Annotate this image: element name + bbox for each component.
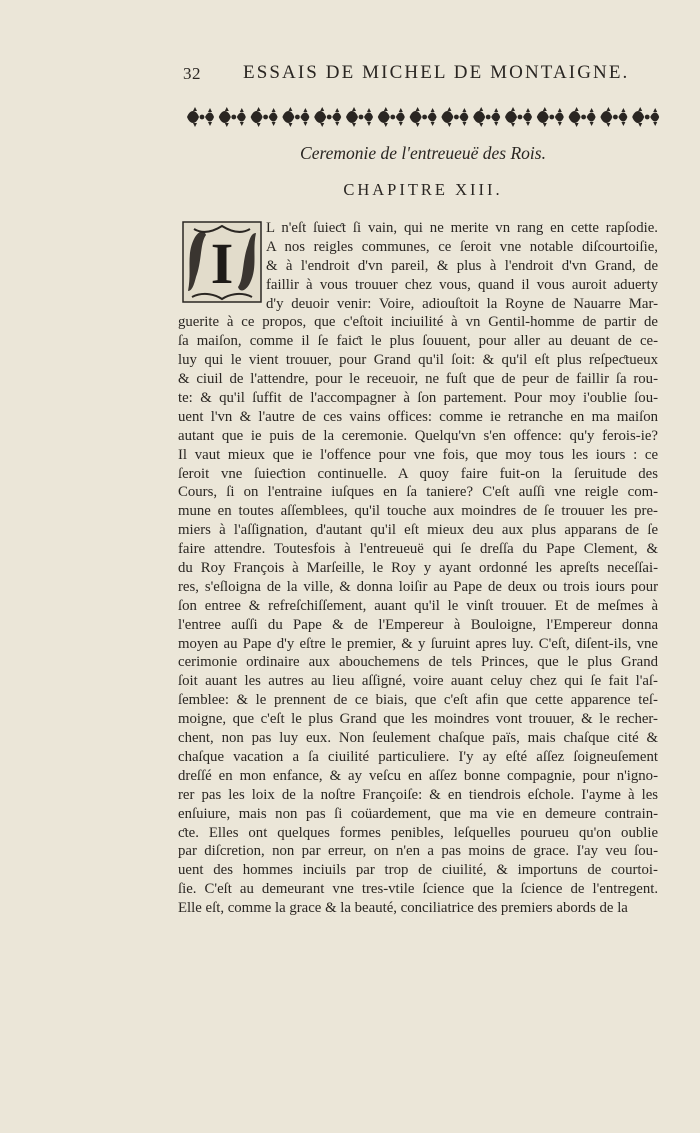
text-line: Il vaut mieux que ie l'offence pour vne fois, que moy tous les iours : ce — [178, 446, 658, 463]
fleuron-icon — [346, 107, 373, 127]
text-line: L n'eſt ſuieƈt ſi vain, qui ne merite vn rang en cette rapſodie. — [266, 220, 658, 236]
text-line: moyen au Pape d'y eſtre le premier, & y ſuruint apres luy. C'eſt, diſent-ils, vne — [178, 635, 658, 652]
fleuron-icon — [314, 107, 341, 127]
text-line: dreſſé en mon enfance, & ay veſcu en aſſez bonne compagnie, pour n'igno- — [178, 767, 658, 784]
running-head: ESSAIS DE MICHEL DE MONTAIGNE. — [243, 62, 630, 83]
text-line: cerimonie ordinaire aux abouchemens de tels Princes, que le plus Grand — [178, 654, 658, 671]
text-line: miers à l'aſſignation, d'autant qu'il eſt mieux deu aux plus apparans de ſe — [178, 522, 658, 539]
text-line: & à l'endroit d'vn pareil, & plus à l'endroit d'vn Grand, de — [266, 257, 658, 274]
text-line: A nos reigles communes, ce ſeroit vne notable diſcourtoiſie, — [266, 238, 658, 255]
text-line: & ciuil de l'attendre, pour le receuoir, ne fuſt que de peur de faillir ſa rou- — [178, 371, 658, 388]
text-line: rer pas les loix de la noſtre Françoiſe: & en tiendrois eſchole. I'ayme à les — [178, 786, 658, 803]
fleuron-icon — [441, 107, 468, 127]
text-line: par diſcretion, non par erreur, on n'en a pas moins de grace. I'ay veu ſou- — [178, 843, 658, 860]
text-line: Elle eſt, comme la grace & la beauté, conciliatrice des premiers abords de la — [178, 900, 628, 917]
text-line: ſemblee: & le prennent de ce biais, que c'eſt afin que cette apparence teſ- — [178, 692, 658, 709]
page-number: 32 — [183, 64, 201, 83]
page-header — [183, 62, 663, 84]
essay-body-text — [178, 219, 658, 918]
text-line: ſeroit vne ſuieƈtion continuelle. A quoy faire fuit-on la ſeruitude des — [178, 465, 658, 482]
fleuron-icon — [569, 107, 596, 127]
fleuron-icon — [251, 107, 278, 127]
chapter-number: CHAPITRE XIII. — [343, 180, 503, 199]
text-line: faire attendre. Toutesfois à l'entreueuë qui ſe dreſſa du Pape Clement, & — [178, 541, 658, 558]
text-line: chaſque vacation a ſa ciuilité particuliere. I'y ay eſté aſſez ſoigneuſement — [178, 748, 658, 765]
text-line: faillir à vous trouuer chez vous, quand il vous auroit aduerty — [266, 276, 658, 293]
fleuron-icon — [537, 107, 564, 127]
text-line: ſie. C'eſt au demeurant vne tres-vtile ſcience que la ſcience de l'entregent. — [178, 881, 658, 898]
text-line: d'y deuoir venir: Voire, adiouſtoit la Royne de Nauarre Mar- — [266, 295, 658, 312]
chapter-title: Ceremonie de l'entreueuë des Rois. — [300, 143, 546, 163]
ornamental-band — [185, 105, 663, 129]
text-line: guerite à ce propos, que c'eſtoit inciuilité à vn Gentil-homme de partir de — [178, 314, 658, 331]
fleuron-icon — [187, 107, 214, 127]
fleuron-icon — [378, 107, 405, 127]
drop-cap-letter: I — [210, 231, 234, 296]
text-line: te: & qu'il ſuffit de l'accompagner à ſon partement. Pour moy i'oublie ſou- — [178, 390, 658, 407]
text-line: res, s'eſloigna de la ville, & donna loiſir au Pape de deux ou trois iours pour — [178, 578, 658, 595]
fleuron-icon — [219, 107, 246, 127]
text-line: ſa maiſon, comme il ſe faiƈt le plus ſouuent, pour aller au deuant de ce- — [178, 333, 658, 350]
text-line: ſoit auant les autres au lieu aſſigné, voire auant celuy chez qui ſe fait l'aſ- — [178, 673, 658, 690]
fleuron-ornament-icon — [185, 105, 663, 129]
fleuron-icon — [600, 107, 627, 127]
fleuron-icon — [632, 107, 659, 127]
text-line: enſuiure, mais non pas ſi coüardement, que ma vie en demeure contrain- — [178, 805, 658, 822]
text-line: uent l'vn & l'autre de ces vains offices: comme ie retranche en ma maiſon — [178, 408, 658, 425]
fleuron-icon — [505, 107, 532, 127]
text-line: uent des hommes inciuils par trop de ciuilité, & importuns de courtoi- — [178, 862, 658, 879]
text-line: mune en toutes aſſemblees, qu'il touche aux moindres de ſe trouuer les pre- — [178, 503, 658, 520]
text-line: Cours, ſi on l'entraine iuſques en ſa taniere? C'eſt auſſi vne reigle com- — [178, 484, 658, 501]
text-line: l'entree auſſi du Pape & de l'Empereur à Bouloigne, l'Empereur donna — [178, 616, 658, 633]
text-line: ƈte. Elles ont quelques formes penibles, leſquelles pourueu qu'on oublie — [178, 824, 658, 841]
fleuron-icon — [282, 107, 309, 127]
text-line: du Roy François à Marſeille, le Roy y ayant ordonné les apreſts neceſſai- — [178, 560, 658, 577]
fleuron-icon — [410, 107, 437, 127]
text-line: autant que ie puis de la ceremonie. Quelqu'vn s'en offence: qu'y ferois-ie? — [178, 427, 658, 444]
text-line: luy qui le vient trouuer, pour Grand qu'il ſoit: & qu'il eſt plus reſpeƈtueux — [178, 352, 658, 369]
text-line: chent, non pas luy eux. Non ſeulement chaſque païs, mais chaſque cité & — [178, 730, 658, 747]
text-line: moigne, que c'eſt le plus Grand que les moindres vont trouuer, & le recher- — [178, 711, 658, 728]
text-line: ſon entree & refreſchiſſement, auant qu'il le vinſt trouuer. Et de meſmes à — [178, 597, 658, 614]
fleuron-icon — [473, 107, 500, 127]
